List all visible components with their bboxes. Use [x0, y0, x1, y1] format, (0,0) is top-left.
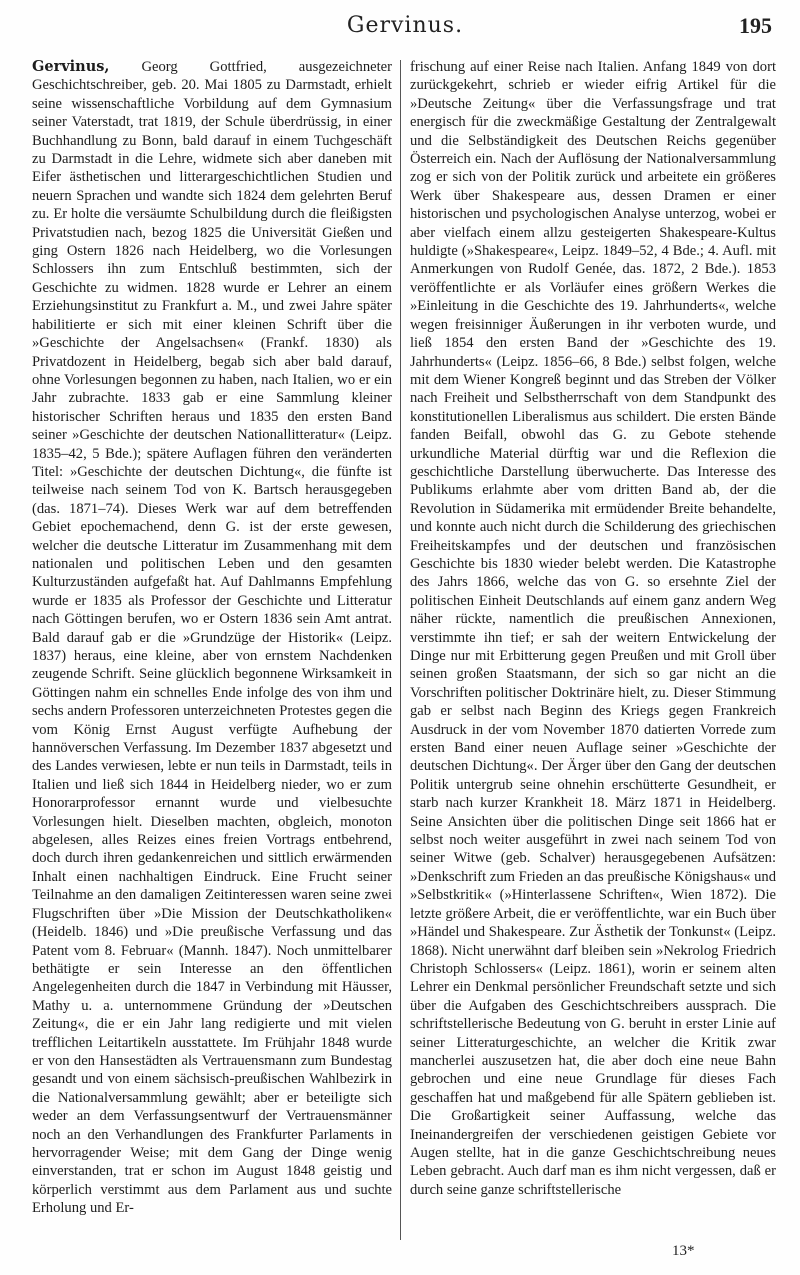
running-title: Gervinus. [346, 13, 464, 38]
entry-headword: Gervinus, [32, 58, 110, 75]
article-body-left [32, 58, 392, 1218]
right-column-text: frischung auf einer Reise nach Italien. Anfang 1849 von dort zurückgekehrt, schrieb er wieder eifrig Artikel für die »Deutsche Zeitung« über die Verfassungsfrage und trat energisch für die zweckmäßige Gestaltung der Zentralgewalt und die Selbständigkeit des Deutschen Reichs gegenüber Österreich ein. Nach der Auflösung der Nationalversammlung zog er sich von der Politik zurück und arbeitete ein größeres Werk über Shakespeare aus, dessen Dramen er einer historischen und psychologischen Analyse unterzog, wobei er aber vielfach einem allzu gesteigerten Shakespeare-Kultus huldigte (»Shakespeare«, Leipz. 1849–52, 4 Bde.; 4. Aufl. mit Anmerkungen von Rudolf Genée, das. 1872, 2 Bde.). 1853 veröffentlichte er als Vorläufer eines größern Werkes die »Einleitung in die Geschichte des 19. Jahrhunderts«, welche wegen freisinniger Äußerungen in ihr verboten wurde, und ließ 1854 den ersten Band der »Geschichte des 19. Jahrhunderts« (Leipz. 1856–66, 8 Bde.) selbst folgen, welche mit dem Wiener Kongreß beginnt und das Streben der Völker nach Freiheit und Selbstherrschaft von dem Standpunkt des konstitutionellen Liberalismus aus schildert. Die ersten Bände fanden Beifall, obwohl das G. zu Gebote stehende urkundliche Material dürftig war und die Reflexion die geschichtliche Darstellung überwucherte. Das Interesse des Publikums erlahmte aber vom dritten Band ab, der die Revolution in Südamerika mit ermüdender Breite behandelte, und konnte auch nicht durch die Schilderung des griechischen Freiheitskampfes und der deutschen und französischen Geschichte bis 1830 wieder belebt werden. Die Katastrophe des Jahrs 1866, welche das von G. so ersehnte Ziel der politischen Einheit Deutschlands auf einem ganz andern Weg näher rückte, namentlich die preußischen Annexionen, verstimmte ihn tief; er sah der weitern Entwickelung der Dinge nur mit Erbitterung gegen Preußen und mit Groll über seinen großen Staatsmann, der sich so gar nicht an die Vorschriften politischer Doktrinäre hielt, zu. Dieser Stimmung gab er selbst nach Beginn des Kriegs gegen Frankreich Ausdruck in der vom November 1870 datierten Vorrede zum ersten Band einer neuen Auflage seiner »Geschichte der deutschen Dichtung«. Der Ärger über den Gang der deutschen Politik untergrub seine ohnehin erschütterte Gesundheit, er starb nach kurzer Krankheit 18. März 1871 in Heidelberg. Seine Ansichten über die politischen Dinge seit 1866 hat er selbst noch weiter ausgeführt in zwei nach seinem Tod von seiner Witwe (geb. Schalver) herausgegebenen Aufsätzen: »Denkschrift zum Frieden an das preußische Königshaus« und »Selbstkritik« (»Hinterlassene Schriften«, Wien 1872). Die letzte größere Arbeit, die er veröffentlichte, war ein Buch über »Händel und Shakespeare. Zur Ästhetik der Tonkunst« (Leipz. 1868). Nicht unerwähnt darf bleiben sein »Nekrolog Friedrich Christoph Schlossers« (Leipz. 1861), worin er seinem alten Lehrer ein Denkmal persönlicher Freundschaft setzte und sich über die Aufgaben des Geschichtschreibers aussprach. Die schriftstellerische Bedeutung von G. beruht in erster Linie auf seiner Litteraturgeschichte, an welcher die Kritik zwar mancherlei auszusetzen hat, die aber doch eine neue Bahn gebrochen und eine neue Grundlage für dieses Fach geschaffen hat und maßgebend für alle Spätern geblieben ist. Die Großartigkeit seiner Auffassung, welche das Ineinandergreifen der verschiedenen geistigen Gebiete vor Augen stellte, hat in die ganze Geschichtschreibung neues Leben gebracht. Auch darf man es ihm nicht vergessen, daß er durch seine ganze schriftstellerische [410, 59, 776, 1198]
column-divider [400, 60, 401, 1240]
right-column [410, 58, 776, 1253]
page-number: 195 [739, 13, 772, 38]
left-column-text: Georg Gottfried, ausgezeichneter Geschichtschreiber, geb. 20. Mai 1805 zu Darmstadt, erhielt seine wissenschaftliche Vorbildung auf dem Gymnasium seiner Vaterstadt, trat 1819, der Schule überdrüssig, in einer Buchhandlung zu Bonn, bald darauf in einem Tuchgeschäft zu Darmstadt in die Lehre, widmete sich aber daneben mit Eifer ästhetischen und litterargeschichtlichen Studien und neuern Sprachen und wandte sich 1824 dem gelehrten Beruf zu. Er holte die versäumte Schulbildung durch die fleißigsten Privatstudien nach, bezog 1825 die Universität Gießen und ging Ostern 1826 nach Heidelberg, wo die Vorlesungen Schlossers ihn zum Entschluß bestimmten, sich der Geschichte zu widmen. 1828 wurde er Lehrer an einem Erziehungsinstitut zu Frankfurt a. M., und zwei Jahre später habilitierte er sich mit einer kleinen Schrift über die »Geschichte der Angelsachsen« (Frankf. 1830) als Privatdozent in Heidelberg, begab sich aber bald darauf, ohne Vorlesungen begonnen zu haben, nach Italien, wo er ein Jahr zubrachte. 1833 gab er eine Sammlung kleiner historischer Schriften heraus und 1835 den ersten Band seiner »Geschichte der deutschen Nationallitteratur« (Leipz. 1835–42, 5 Bde.); spätere Auflagen führen den veränderten Titel: »Geschichte der deutschen Dichtung«, die fünfte ist teilweise nach seinem Tod von K. Bartsch herausgegeben (das. 1871–74). Dieses Werk war auf dem betreffenden Gebiet epochemachend, denn G. ist der erste gewesen, welcher die deutsche Litteratur im Zusammenhang mit dem nationalen und politischen Leben und den gesamten Kulturzuständen aufgefaßt hat. Auf Dahlmanns Empfehlung wurde er 1835 als Professor der Geschichte und Litteratur nach Göttingen berufen, wo er Ostern 1836 sein Amt antrat. Bald darauf gab er die »Grundzüge der Historik« (Leipz. 1837) heraus, eine kleine, aber von ernstem Nachdenken zeugende Schrift. Seine glücklich begonnene Wirksamkeit in Göttingen nahm ein schnelles Ende infolge des von ihm und sechs andern Professoren unterzeichneten Protestes gegen die vom König Ernst August verfügte Aufhebung der hannöverschen Verfassung. Im Dezember 1837 abgesetzt und des Landes verwiesen, lebte er nun teils in Darmstadt, teils in Italien und ließ sich 1844 in Heidelberg nieder, wo er zum Honorarprofessor ernannt wurde und vielbesuchte Vorlesungen hielt. Dieselben machten, obgleich, monoton abgelesen, alles Reizes eines freien Vortrags entbehrend, doch durch ihren gedankenreichen und sittlich erwärmenden Inhalt einen nachhaltigen Eindruck. Eine Frucht seiner Teilnahme an den damaligen Zeitinteressen waren seine zwei Flugschriften über »Die Mission der Deutschkatholiken« (Heidelb. 1846) und »Die preußische Verfassung und das Patent vom 8. Februar« (Mannh. 1847). Noch unmittelbarer bethätigte er sein Interesse an den öffentlichen Angelegenheiten durch die 1847 in Verbindung mit Häusser, Mathy u. a. unternommene Gründung der »Deutschen Zeitung«, die er ein Jahr lang redigierte und mit vielen trefflichen Leitartikeln ausstattete. Im Frühjahr 1848 wurde er von den Hansestädten als Vertrauensmann zum Bundestag gesandt und von einem sächsisch-preußischen Wahlbezirk in die Nationalversammlung gewählt; aber er beteiligte sich weder an dem Verfassungsentwurf der Vertrauensmänner noch an den Verhandlungen des Frankfurter Parlaments in hervorragender Weise; mit dem Gang der Dinge wenig einverstanden, trat er schon im August 1848 geistig und körperlich verstimmt aus dem Parlament aus und suchte Erholung und Er- [32, 59, 392, 1217]
running-header [38, 6, 772, 46]
left-column [32, 58, 392, 1253]
signature-mark: 13* [672, 1243, 695, 1259]
